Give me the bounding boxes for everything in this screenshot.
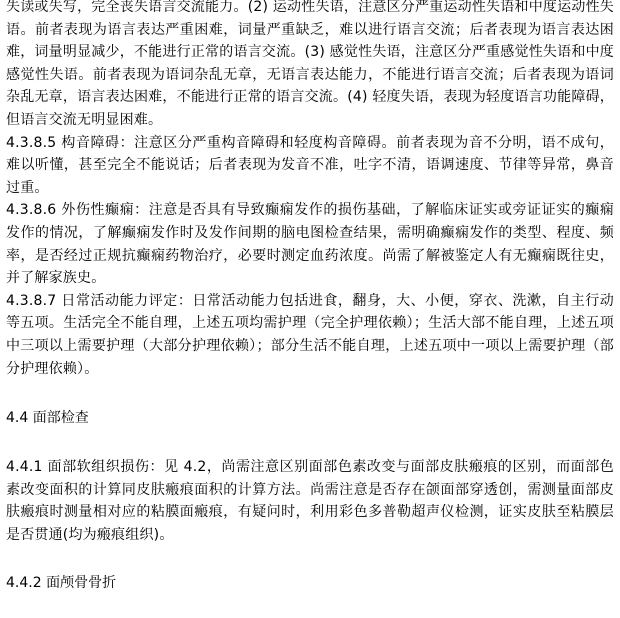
- section-number: 4.3.8.5: [6, 134, 57, 151]
- section-4-3-8-6: [6, 199, 614, 289]
- section-number: 4.4.1: [6, 459, 43, 476]
- paragraph-aphasia-types: 失读或失写，完全丧失语言交流能力。(2) 运动性失语，注意区分严重运动性失语和中度运动性失语。前者表现为语言表达严重困难，词量严重缺乏，难以进行语言交流；后者表现为语言表达困难，词量明显减少，不能进行正常的语言交流。(3) 感觉性失语，注意区分严重感觉性失语和中度感觉性失语。前者表现为语词杂乱无章，无语言表达能力，不能进行语言交流；后者表现为语词杂乱无章，语言表达困难，不能进行正常的语言交流。(4) 轻度失语，表现为轻度语言功能障碍，但语言交流无明显困难。: [6, 0, 614, 128]
- section-4-4-1: [6, 456, 614, 546]
- section-body: 外伤性癫痫：注意是否具有导致癫痫发作的损伤基础，了解临床证实或旁证证实的癫痫发作的情况，了解癫痫发作时及发作间期的脑电图检查结果，需明确癫痫发作的类型、程度、频率，是否经过正规抗癫痫药物治疗，必要时测定血药浓度。尚需了解被鉴定人有无癫痫既往史，并了解家族史。: [6, 202, 614, 287]
- document-page: [6, 0, 614, 594]
- spacer: [6, 429, 614, 456]
- section-4-3-8-7: [6, 290, 614, 380]
- heading-4-4-2: 4.4.2 面颅骨骨折: [6, 575, 117, 592]
- section-body: 构音障碍：注意区分严重构音障碍和轻度构音障碍。前者表现为音不分明，语不成句，难以听懂，甚至完全不能说话；后者表现为发音不准，吐字不清，语调速度、节律等异常，鼻音过重。: [6, 134, 614, 196]
- section-body: 面部软组织损伤：见 4.2，尚需注意区别面部色素改变与面部皮肤瘢痕的区别，而面部色素改变面积的计算同皮肤瘢痕面积的计算方法。尚需注意是否存在颌面部穿透创，需测量面部皮肤瘢痕时测量相对应的粘膜面瘢痕，有疑问时，利用彩色多普勒超声仪检测，证实皮肤至粘膜层是否贯通(均为瘢痕组织)。: [6, 459, 614, 543]
- spacer: [6, 546, 614, 572]
- heading-4-4: 4.4 面部检查: [6, 410, 89, 427]
- section-number: 4.3.8.6: [6, 202, 57, 219]
- section-4-3-8-5: [6, 132, 614, 200]
- spacer: [6, 380, 614, 407]
- section-number: 4.3.8.7: [6, 292, 57, 309]
- section-body: 日常活动能力评定：日常活动能力包括进食，翻身，大、小便，穿衣、洗漱，自主行动等五项。生活完全不能自理，上述五项均需护理（完全护理依赖）；生活大部不能自理，上述五项中三项以上需要护理（大部分护理依赖）；部分生活不能自理，上述五项中一项以上需要护理（部分护理依赖）。: [6, 292, 614, 377]
